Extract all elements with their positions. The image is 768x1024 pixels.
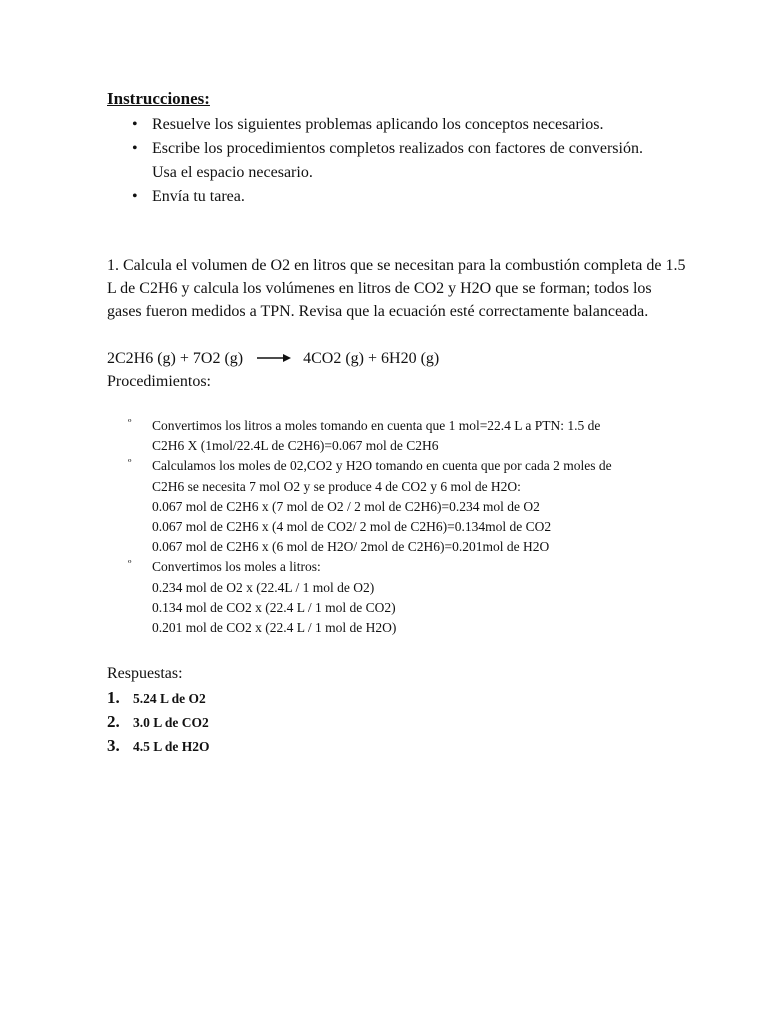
step-line: C2H6 se necesita 7 mol O2 y se produce 4 de CO2 y 6 mol de H2O: bbox=[152, 478, 521, 494]
problem-statement: 1. Calcula el volumen de O2 en litros que se necesitan para la combustión completa de 1.5 L de C2H6 y calcula los volúmenes en litros de CO2 y H2O que se forman; todos los gases fueron medidos a TPN. Revisa que la ecuación esté correctamente balanceada. bbox=[107, 257, 686, 320]
instruction-item bbox=[130, 185, 650, 209]
answer-text: 3.0 L de CO2 bbox=[133, 715, 209, 730]
step-line: Convertimos los litros a moles tomando en cuenta que 1 mol=22.4 L a PTN: 1.5 de bbox=[152, 418, 601, 433]
step-line: 0.067 mol de C2H6 x (6 mol de H2O/ 2mol de C2H6)=0.201mol de H2O bbox=[152, 539, 550, 555]
procedure-step bbox=[128, 416, 688, 456]
answer-number: 2. bbox=[107, 712, 120, 731]
answer-item bbox=[107, 734, 210, 758]
instructions-heading: Instrucciones: bbox=[107, 89, 210, 108]
answer-item bbox=[107, 710, 210, 734]
procedure-step bbox=[128, 456, 688, 557]
instruction-item bbox=[130, 113, 650, 137]
procedure-steps bbox=[128, 416, 688, 638]
step-marker-icon: º bbox=[128, 417, 132, 429]
answers-label: Respuestas: bbox=[107, 665, 183, 682]
step-line: C2H6 X (1mol/22.4L de C2H6)=0.067 mol de C2H6 bbox=[152, 438, 439, 454]
reaction-arrow-icon bbox=[257, 353, 291, 363]
instruction-text: Escribe los procedimientos completos realizados con factores de conversión. Usa el espacio necesario. bbox=[152, 140, 643, 181]
step-line: 0.067 mol de C2H6 x (7 mol de O2 / 2 mol de C2H6)=0.234 mol de O2 bbox=[152, 498, 540, 514]
step-marker-icon: º bbox=[128, 558, 132, 571]
step-line: 0.201 mol de CO2 x (22.4 L / 1 mol de H2O) bbox=[152, 620, 397, 636]
instruction-item bbox=[130, 137, 650, 185]
answer-text: 4.5 L de H2O bbox=[133, 739, 210, 754]
step-marker-icon: º bbox=[128, 457, 132, 470]
answers-list bbox=[107, 686, 210, 758]
bullet-icon: • bbox=[132, 116, 138, 133]
step-line: Convertimos los moles a litros: bbox=[152, 559, 321, 575]
answer-text: 5.24 L de O2 bbox=[133, 691, 206, 706]
equation-reactants: 2C2H6 (g) + 7O2 (g) bbox=[107, 350, 244, 367]
step-line: 0.234 mol de O2 x (22.4L / 1 mol de O2) bbox=[152, 579, 375, 595]
step-line: 0.067 mol de C2H6 x (4 mol de CO2/ 2 mol de C2H6)=0.134mol de CO2 bbox=[152, 519, 552, 535]
procedure-step bbox=[128, 557, 688, 638]
equation-products: 4CO2 (g) + 6H20 (g) bbox=[303, 350, 440, 367]
step-line: 0.134 mol de CO2 x (22.4 L / 1 mol de CO2) bbox=[152, 599, 396, 615]
answer-number: 1. bbox=[107, 688, 120, 707]
procedures-label: Procedimientos: bbox=[107, 373, 211, 390]
instructions-list bbox=[130, 113, 650, 209]
answer-number: 3. bbox=[107, 736, 120, 755]
bullet-icon: • bbox=[132, 140, 138, 157]
instruction-text: Resuelve los siguientes problemas aplicando los conceptos necesarios. bbox=[152, 116, 604, 133]
bullet-icon: • bbox=[132, 188, 138, 205]
instruction-text: Envía tu tarea. bbox=[152, 188, 245, 205]
chemical-equation bbox=[107, 347, 439, 370]
step-line: Calculamos los moles de 02,CO2 y H2O tomando en cuenta que por cada 2 moles de bbox=[152, 458, 612, 474]
answer-item bbox=[107, 686, 210, 710]
